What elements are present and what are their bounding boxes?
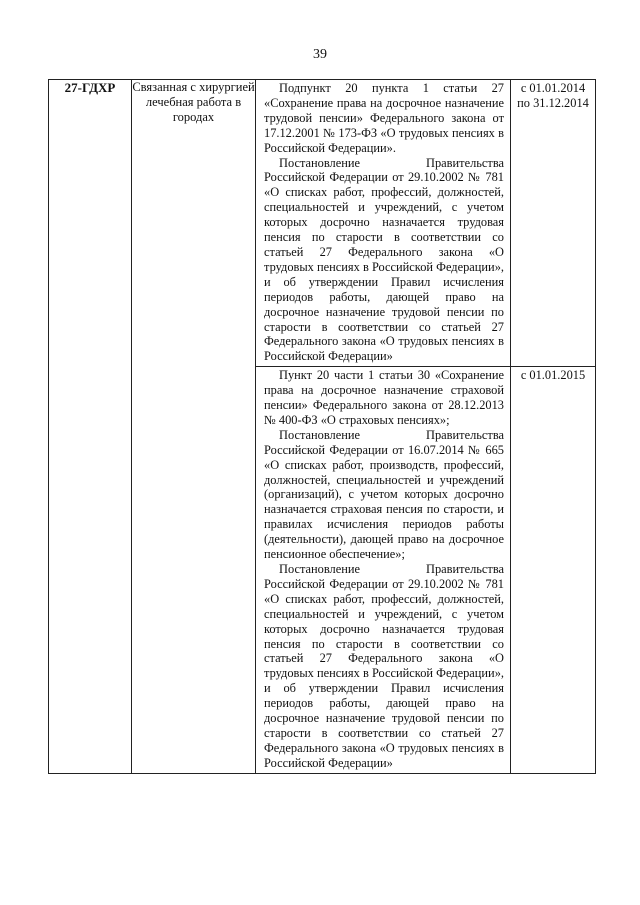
document-table bbox=[48, 79, 596, 774]
page-number: 39 bbox=[313, 47, 327, 62]
work-description: Связанная с хирургией лечебная работа в городах bbox=[132, 80, 255, 124]
legal-basis-entry bbox=[256, 80, 510, 367]
list-code: 27-ГДХР bbox=[64, 80, 116, 95]
legal-paragraph: Пункт 20 части 1 статьи 30 «Сохранение права на досрочное назначение страховой пенсии» Федерального закона от 28.12.2013 № 400-ФЗ «О страховых пенсиях»; bbox=[264, 368, 504, 427]
legal-basis-cell bbox=[256, 80, 511, 774]
legal-basis-entry bbox=[256, 367, 510, 772]
validity-period: с 01.01.2014 по 31.12.2014 bbox=[511, 80, 595, 367]
legal-paragraph: Постановление Правительства Российской Федерации от 29.10.2002 № 781 «О списках работ, профессий, должностей, специальностей и учреждений, с учетом которых досрочно назначается трудовая пенсия по старости в соответствии со статьей 27 Федерального закона «О трудовых пенсиях в Российской Федерации», и об утверждении Правил исчисления периодов работы, дающей право на досрочное назначение трудовой пенсии по старости в соответствии со статьей 27 Федерального закона «О трудовых пенсиях в Российской Федерации» bbox=[264, 155, 504, 364]
legal-paragraph: Постановление Правительства Российской Федерации от 29.10.2002 № 781 «О списках работ, профессий, должностей, специальностей и учреждений, с учетом которых досрочно назначается трудовая пенсия по старости в соответствии со статьей 27 Федерального закона «О трудовых пенсиях в Российской Федерации», и об утверждении Правил исчисления периодов работы, дающей право на досрочное назначение трудовой пенсии по старости в соответствии со статьей 27 Федерального закона «О трудовых пенсиях в Российской Федерации» bbox=[264, 562, 504, 770]
table-row bbox=[49, 80, 596, 774]
legal-paragraph: Постановление Правительства Российской Федерации от 16.07.2014 № 665 «О списках работ, производств, профессий, должностей, специальностей и учреждений (организаций), с учетом которых досрочно назначается страховая пенсия по старости, и правилах исчисления периодов работы (деятельности), дающей право на досрочное пенсионное обеспечение»; bbox=[264, 427, 504, 562]
validity-period: с 01.01.2015 bbox=[520, 368, 586, 383]
code-cell bbox=[49, 80, 132, 774]
description-cell bbox=[132, 80, 256, 774]
validity-period-cell bbox=[511, 80, 596, 774]
legal-paragraph: Подпункт 20 пункта 1 статьи 27 «Сохранение права на досрочное назначение трудовой пенсии» Федерального закона от 17.12.2001 № 173-ФЗ «О трудовых пенсиях в Российской Федерации». bbox=[264, 81, 504, 155]
